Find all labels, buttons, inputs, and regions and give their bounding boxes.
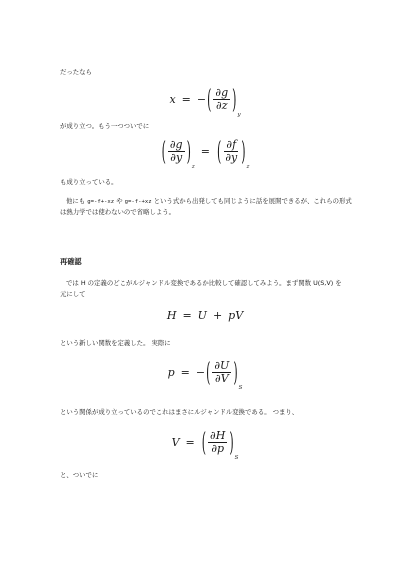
numerator: ∂U: [214, 359, 230, 372]
fraction: [168, 139, 185, 164]
eq-lhs: x: [169, 93, 176, 106]
fraction: [213, 87, 230, 112]
inline-formula: g=-f-+xz: [124, 199, 152, 205]
fraction: [212, 360, 231, 385]
text-span: や: [116, 197, 123, 205]
eq-lhs: H: [166, 309, 177, 322]
text-line: 元にして: [60, 290, 86, 298]
numerator: ∂g: [169, 138, 183, 151]
eq-op: =: [180, 366, 190, 379]
eq-op: +: [212, 309, 223, 322]
subscript: y: [237, 112, 241, 118]
eq-sign: −: [196, 93, 207, 106]
text-line: という関係が成り立っているのでこれはまさにルジャンドル変換である。 つまり、: [60, 408, 299, 416]
equation-4: p = − ( $\frac{\partial U}{\partial V}$ ) S: [167, 356, 243, 391]
eq-op: =: [181, 93, 191, 106]
eq-sign: −: [195, 366, 206, 379]
equation-1: x = − ( $\frac{\partial g}{\partial z}$ ) y: [169, 83, 241, 118]
denominator: ∂y: [170, 151, 183, 164]
text-line: では H の定義のどこがルジャンドル変換であるか比較して確認してみよう。まず関数 U(S,V) を: [66, 279, 342, 287]
eq-op: =: [200, 145, 211, 158]
eq-term: pV: [228, 309, 244, 322]
equation-5: V = ( $\frac{\partial H}{\partial p}$ ) S: [171, 426, 239, 461]
text-line: だったなら: [60, 68, 92, 76]
denominator: ∂p: [211, 442, 225, 455]
text-line: も成り立っている。: [60, 178, 118, 186]
text-span: 他にも: [66, 197, 86, 205]
text-line: は熱力学では使わないので省略しよう。: [60, 208, 176, 216]
denominator: ∂V: [215, 372, 229, 385]
eq-op: =: [182, 309, 192, 322]
section-heading: 再確認: [60, 257, 82, 266]
fraction: [208, 430, 227, 455]
fraction: [223, 139, 239, 164]
eq-lhs: p: [167, 366, 175, 379]
numerator: ∂H: [210, 429, 226, 442]
subscript: S: [238, 385, 243, 391]
denominator: ∂z: [216, 99, 228, 112]
subscript: z: [246, 164, 250, 170]
subscript: S: [234, 455, 239, 461]
eq-op: =: [185, 436, 195, 449]
text-span: という式から出発しても同じように話を展開できるが、これらの形式: [153, 197, 352, 205]
numerator: ∂g: [215, 86, 229, 99]
eq-term: U: [197, 309, 207, 322]
paragraph-line: [66, 197, 352, 207]
subscript: z: [191, 164, 195, 170]
text-line: と、ついでに: [60, 471, 99, 479]
text-line: という新しい関数を定義した。 実際に: [60, 339, 171, 347]
numerator: ∂f: [226, 138, 237, 151]
equation-3: [0, 309, 410, 322]
denominator: ∂y: [225, 151, 238, 164]
text-line: が成り立つ。もう一つついでに: [60, 122, 150, 130]
equation-2: ( $\frac{\partial g}{\partial y}$ ) z = ( $\frac{\partial f}{\partial y}$ ) z: [161, 135, 250, 170]
eq-lhs: V: [171, 436, 180, 449]
inline-formula: g=-f+-xz: [87, 199, 115, 205]
